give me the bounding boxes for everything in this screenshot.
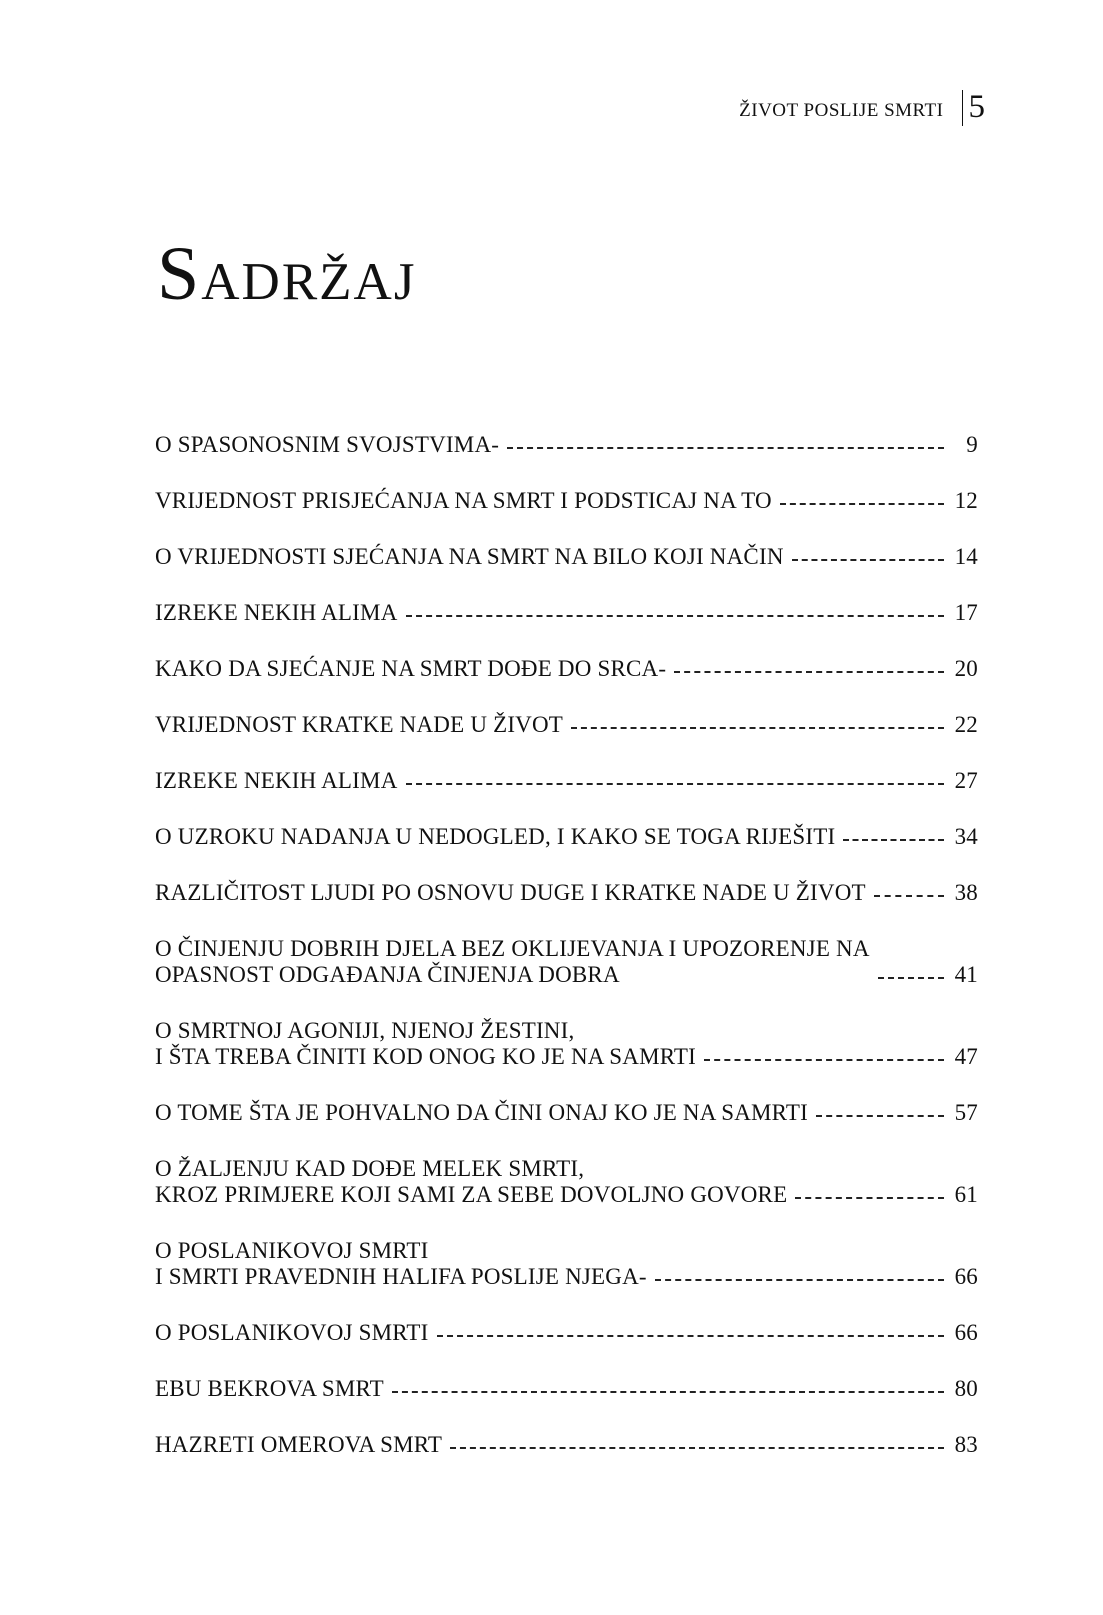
toc-entry[interactable] xyxy=(155,1320,978,1346)
toc-entry-title: HAZRETI OMEROVA SMRT xyxy=(155,1432,443,1457)
toc-entry-page: 83 xyxy=(954,1432,978,1457)
toc-leader-dashes xyxy=(655,1265,944,1281)
toc-entry[interactable] xyxy=(155,1156,978,1208)
toc-entry-title: O SPASONOSNIM SVOJSTVIMA- xyxy=(155,432,500,457)
toc-entry-title: O POSLANIKOVOJ SMRTI xyxy=(155,1320,429,1345)
toc-entry-title: EBU BEKROVA SMRT xyxy=(155,1376,384,1401)
toc-entry[interactable] xyxy=(155,1432,978,1458)
toc-entry-page: 41 xyxy=(954,962,978,987)
toc-leader-dashes xyxy=(780,489,944,505)
toc-leader-dashes xyxy=(571,713,944,729)
toc-entry-title: VRIJEDNOST PRISJEĆANJA NA SMRT I PODSTICAJ NA TO xyxy=(155,488,772,513)
running-title: ŽIVOT POSLIJE SMRTI xyxy=(739,100,944,121)
toc-leader-dashes xyxy=(674,657,944,673)
toc-entry-title: O ČINJENJU DOBRIH DJELA BEZ OKLIJEVANJA I UPOZORENJE NA OPASNOST ODGAĐANJA ČINJENJA DOBRA xyxy=(155,936,870,987)
toc-entry-title: O POSLANIKOVOJ SMRTI I SMRTI PRAVEDNIH HALIFA POSLIJE NJEGA- xyxy=(155,1238,647,1289)
toc-entry[interactable] xyxy=(155,1376,978,1402)
toc-entry-title: IZREKE NEKIH ALIMA xyxy=(155,768,398,793)
toc-entry-title: O TOME ŠTA JE POHVALNO DA ČINI ONAJ KO JE NA SAMRTI xyxy=(155,1100,808,1125)
toc-entry-page: 38 xyxy=(954,880,978,905)
toc-entry-page: 80 xyxy=(954,1376,978,1401)
toc-entry-page: 57 xyxy=(954,1100,978,1125)
table-of-contents xyxy=(155,432,978,1488)
toc-entry-page: 66 xyxy=(954,1320,978,1345)
toc-leader-dashes xyxy=(795,1183,944,1199)
toc-entry-title: VRIJEDNOST KRATKE NADE U ŽIVOT xyxy=(155,712,564,737)
toc-leader-dashes xyxy=(874,881,944,897)
toc-entry-page: 61 xyxy=(954,1182,978,1207)
toc-leader-dashes xyxy=(816,1101,944,1117)
toc-entry[interactable] xyxy=(155,656,978,682)
toc-entry-title: IZREKE NEKIH ALIMA xyxy=(155,600,398,625)
toc-entry-title: RAZLIČITOST LJUDI PO OSNOVU DUGE I KRATKE NADE U ŽIVOT xyxy=(155,880,866,905)
toc-entry[interactable] xyxy=(155,488,978,514)
toc-leader-dashes xyxy=(406,601,944,617)
toc-entry[interactable] xyxy=(155,936,978,988)
toc-entry[interactable] xyxy=(155,824,978,850)
toc-entry-title: O SMRTNOJ AGONIJI, NJENOJ ŽESTINI, I ŠTA TREBA ČINITI KOD ONOG KO JE NA SAMRTI xyxy=(155,1018,696,1069)
page-number: 5 xyxy=(968,89,985,125)
toc-leader-dashes xyxy=(843,825,944,841)
toc-entry-page: 9 xyxy=(966,432,978,457)
toc-entry-page: 66 xyxy=(954,1264,978,1289)
running-header xyxy=(739,86,985,126)
toc-entry-page: 34 xyxy=(954,824,978,849)
toc-leader-dashes xyxy=(406,769,944,785)
toc-entry-page: 17 xyxy=(954,600,978,625)
toc-entry-page: 47 xyxy=(954,1044,978,1069)
toc-entry-page: 27 xyxy=(954,768,978,793)
toc-leader-dashes xyxy=(437,1321,944,1337)
toc-entry[interactable] xyxy=(155,432,978,458)
toc-entry-title: O VRIJEDNOSTI SJEĆANJA NA SMRT NA BILO KOJI NAČIN xyxy=(155,544,784,569)
page-title: Sadržaj xyxy=(157,232,417,316)
toc-leader-dashes xyxy=(507,433,944,449)
toc-entry[interactable] xyxy=(155,544,978,570)
toc-entry-title: O UZROKU NADANJA U NEDOGLED, I KAKO SE TOGA RIJEŠITI xyxy=(155,824,836,849)
header-divider xyxy=(962,90,963,126)
toc-entry-page: 20 xyxy=(954,656,978,681)
toc-leader-dashes xyxy=(392,1377,944,1393)
toc-leader-dashes xyxy=(450,1433,944,1449)
toc-leader-dashes xyxy=(878,963,944,979)
toc-entry[interactable] xyxy=(155,600,978,626)
toc-entry[interactable] xyxy=(155,768,978,794)
toc-entry[interactable] xyxy=(155,1238,978,1290)
toc-leader-dashes xyxy=(704,1045,944,1061)
toc-entry-page: 22 xyxy=(954,712,978,737)
toc-entry-title: O ŽALJENJU KAD DOĐE MELEK SMRTI, KROZ PRIMJERE KOJI SAMI ZA SEBE DOVOLJNO GOVORE xyxy=(155,1156,788,1207)
toc-entry-page: 12 xyxy=(954,488,978,513)
toc-entry-title: KAKO DA SJEĆANJE NA SMRT DOĐE DO SRCA- xyxy=(155,656,667,681)
toc-entry[interactable] xyxy=(155,1100,978,1126)
toc-entry[interactable] xyxy=(155,1018,978,1070)
toc-entry[interactable] xyxy=(155,880,978,906)
toc-entry-page: 14 xyxy=(954,544,978,569)
toc-entry[interactable] xyxy=(155,712,978,738)
toc-leader-dashes xyxy=(792,545,944,561)
